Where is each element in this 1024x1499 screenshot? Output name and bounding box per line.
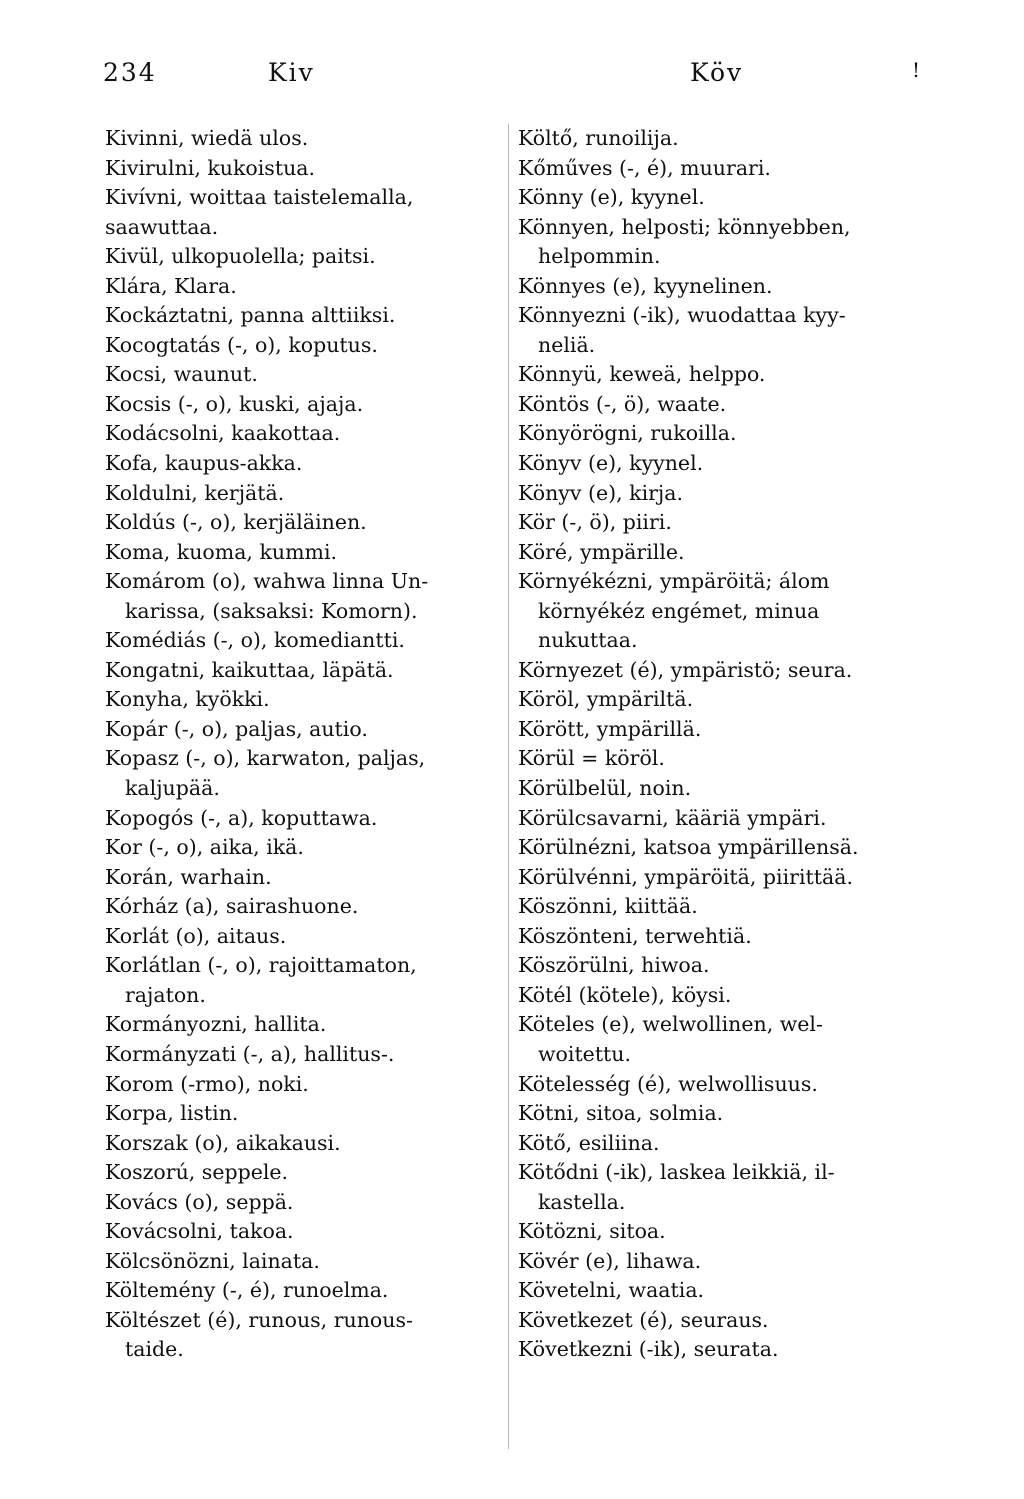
dictionary-entry: Kongatni, kaikuttaa, läpätä.: [105, 657, 394, 682]
dictionary-entry: Köteles (e), welwollinen, wel-: [518, 1012, 823, 1037]
dictionary-entry: Körülcsavarni, kääriä ympäri.: [518, 805, 827, 830]
margin-mark: !: [912, 58, 923, 82]
dictionary-entry: Korom (-rmo), noki.: [105, 1071, 309, 1096]
dictionary-entry-continuation: helpommin.: [538, 244, 661, 269]
dictionary-entry: Körött, ympärillä.: [518, 716, 702, 741]
dictionary-entry: Kölcsönözni, lainata.: [105, 1248, 320, 1273]
dictionary-entry: Kovácsolni, takoa.: [105, 1219, 294, 1244]
dictionary-entry: Korán, warhain.: [105, 864, 272, 889]
dictionary-entry: Kórház (a), sairashuone.: [105, 894, 359, 919]
dictionary-entry: Koldulni, kerjätä.: [105, 480, 285, 505]
dictionary-entry: Korlátlan (-, o), rajoittamaton,: [105, 953, 417, 978]
dictionary-entry: Köszörülni, hiwoa.: [518, 953, 710, 978]
right-column: [518, 124, 938, 1365]
dictionary-entry: Körülbelül, noin.: [518, 776, 692, 801]
dictionary-entry: Kovács (o), seppä.: [105, 1189, 294, 1214]
dictionary-entry: Köszönteni, terwehtiä.: [518, 923, 752, 948]
dictionary-entry: Körül = köröl.: [518, 746, 665, 771]
dictionary-entry: Kivül, ulkopuolella; paitsi.: [105, 244, 376, 269]
dictionary-entry: Kivívni, woittaa taistelemalla,: [105, 185, 414, 210]
dictionary-entry: Korpa, listin.: [105, 1101, 239, 1126]
dictionary-entry-continuation: kastella.: [538, 1189, 626, 1214]
dictionary-entry-continuation: környékéz engémet, minua: [538, 598, 820, 623]
dictionary-entry: saawuttaa.: [105, 214, 219, 239]
dictionary-entry: Koszorú, seppele.: [105, 1160, 289, 1185]
dictionary-entry: Kocsis (-, o), kuski, ajaja.: [105, 391, 364, 416]
dictionary-entry-continuation: rajaton.: [125, 982, 206, 1007]
dictionary-entry: Költészet (é), runous, runous-: [105, 1307, 413, 1332]
dictionary-entry-continuation: nukuttaa.: [538, 628, 638, 653]
column-divider: [508, 124, 509, 1449]
dictionary-entry: Konyha, kyökki.: [105, 687, 270, 712]
dictionary-entry: Könnyü, keweä, helppo.: [518, 362, 766, 387]
dictionary-entry: Könyv (e), kirja.: [518, 480, 684, 505]
dictionary-entry: Kötelesség (é), welwollisuus.: [518, 1071, 818, 1096]
dictionary-entry: Köszönni, kiittää.: [518, 894, 698, 919]
dictionary-entry: Kör (-, ö), piiri.: [518, 510, 672, 535]
dictionary-entry: Környékézni, ympäröitä; álom: [518, 569, 830, 594]
dictionary-entry: Következni (-ik), seurata.: [518, 1337, 779, 1362]
dictionary-entry-continuation: taide.: [125, 1337, 184, 1362]
dictionary-entry: Köröl, ympäriltä.: [518, 687, 694, 712]
dictionary-entry-continuation: woitettu.: [538, 1041, 632, 1066]
dictionary-entry: Kodácsolni, kaakottaa.: [105, 421, 341, 446]
dictionary-entry: Környezet (é), ympäristö; seura.: [518, 657, 853, 682]
dictionary-entry: Követelni, waatia.: [518, 1278, 705, 1303]
dictionary-entry: Kockáztatni, panna alttiiksi.: [105, 303, 396, 328]
dictionary-entry: Kőműves (-, é), muurari.: [518, 155, 771, 180]
dictionary-entry: Kor (-, o), aika, ikä.: [105, 835, 304, 860]
dictionary-entry: Klára, Klara.: [105, 273, 237, 298]
dictionary-entry-continuation: kaljupää.: [125, 776, 220, 801]
left-column: [105, 124, 505, 1365]
dictionary-entry: Kivirulni, kukoistua.: [105, 155, 316, 180]
dictionary-entry: Kopár (-, o), paljas, autio.: [105, 716, 368, 741]
dictionary-entry: Kivinni, wiedä ulos.: [105, 126, 309, 150]
dictionary-entry: Könny (e), kyynel.: [518, 185, 705, 210]
dictionary-entry: Köntös (-, ö), waate.: [518, 391, 727, 416]
page-header: [0, 58, 1024, 94]
dictionary-entry: Költő, runoilija.: [518, 126, 679, 150]
dictionary-entry: Kövér (e), lihawa.: [518, 1248, 702, 1273]
dictionary-entry: Könyörögni, rukoilla.: [518, 421, 737, 446]
dictionary-entry: Kopasz (-, o), karwaton, paljas,: [105, 746, 426, 771]
dictionary-entry: Kopogós (-, a), koputtawa.: [105, 805, 378, 830]
dictionary-entry: Könnyes (e), kyynelinen.: [518, 273, 773, 298]
dictionary-entry: Kofa, kaupus-akka.: [105, 451, 303, 476]
dictionary-entry-continuation: neliä.: [538, 332, 596, 357]
dictionary-entry: Koma, kuoma, kummi.: [105, 539, 338, 564]
dictionary-entry: Korszak (o), aikakausi.: [105, 1130, 341, 1155]
left-guide-word: Kiv: [268, 58, 315, 87]
dictionary-entry: Könnyen, helposti; könnyebben,: [518, 214, 851, 239]
dictionary-entry: Kötözni, sitoa.: [518, 1219, 666, 1244]
dictionary-entry: Kötő, esiliina.: [518, 1130, 660, 1155]
dictionary-entry-continuation: karissa, (saksaksi: Komorn).: [125, 598, 418, 623]
dictionary-entry: Kormányzati (-, a), hallitus-.: [105, 1041, 395, 1066]
dictionary-entry: Költemény (-, é), runoelma.: [105, 1278, 389, 1303]
dictionary-entry: Könyv (e), kyynel.: [518, 451, 704, 476]
dictionary-entry: Kocogtatás (-, o), koputus.: [105, 332, 378, 357]
dictionary-entry: Kötél (kötele), köysi.: [518, 982, 732, 1007]
dictionary-entry: Komárom (o), wahwa linna Un-: [105, 569, 429, 594]
dictionary-entry: Kötni, sitoa, solmia.: [518, 1101, 724, 1126]
dictionary-entry: Komédiás (-, o), komediantti.: [105, 628, 405, 653]
dictionary-entry: Kocsi, waunut.: [105, 362, 258, 387]
dictionary-entry: Könnyezni (-ik), wuodattaa kyy-: [518, 303, 846, 328]
dictionary-entry: Következet (é), seuraus.: [518, 1307, 769, 1332]
dictionary-entry: Körülnézni, katsoa ympärillensä.: [518, 835, 859, 860]
dictionary-entry: Körülvénni, ympäröitä, piirittää.: [518, 864, 853, 889]
dictionary-entry: Koldús (-, o), kerjäläinen.: [105, 510, 367, 535]
dictionary-entry: Köré, ympärille.: [518, 539, 685, 564]
right-guide-word: Köv: [690, 58, 744, 87]
dictionary-entry: Korlát (o), aitaus.: [105, 923, 287, 948]
dictionary-entry: Kötődni (-ik), laskea leikkiä, il-: [518, 1160, 835, 1185]
dictionary-entry: Kormányozni, hallita.: [105, 1012, 327, 1037]
page-number: 234: [103, 58, 157, 87]
